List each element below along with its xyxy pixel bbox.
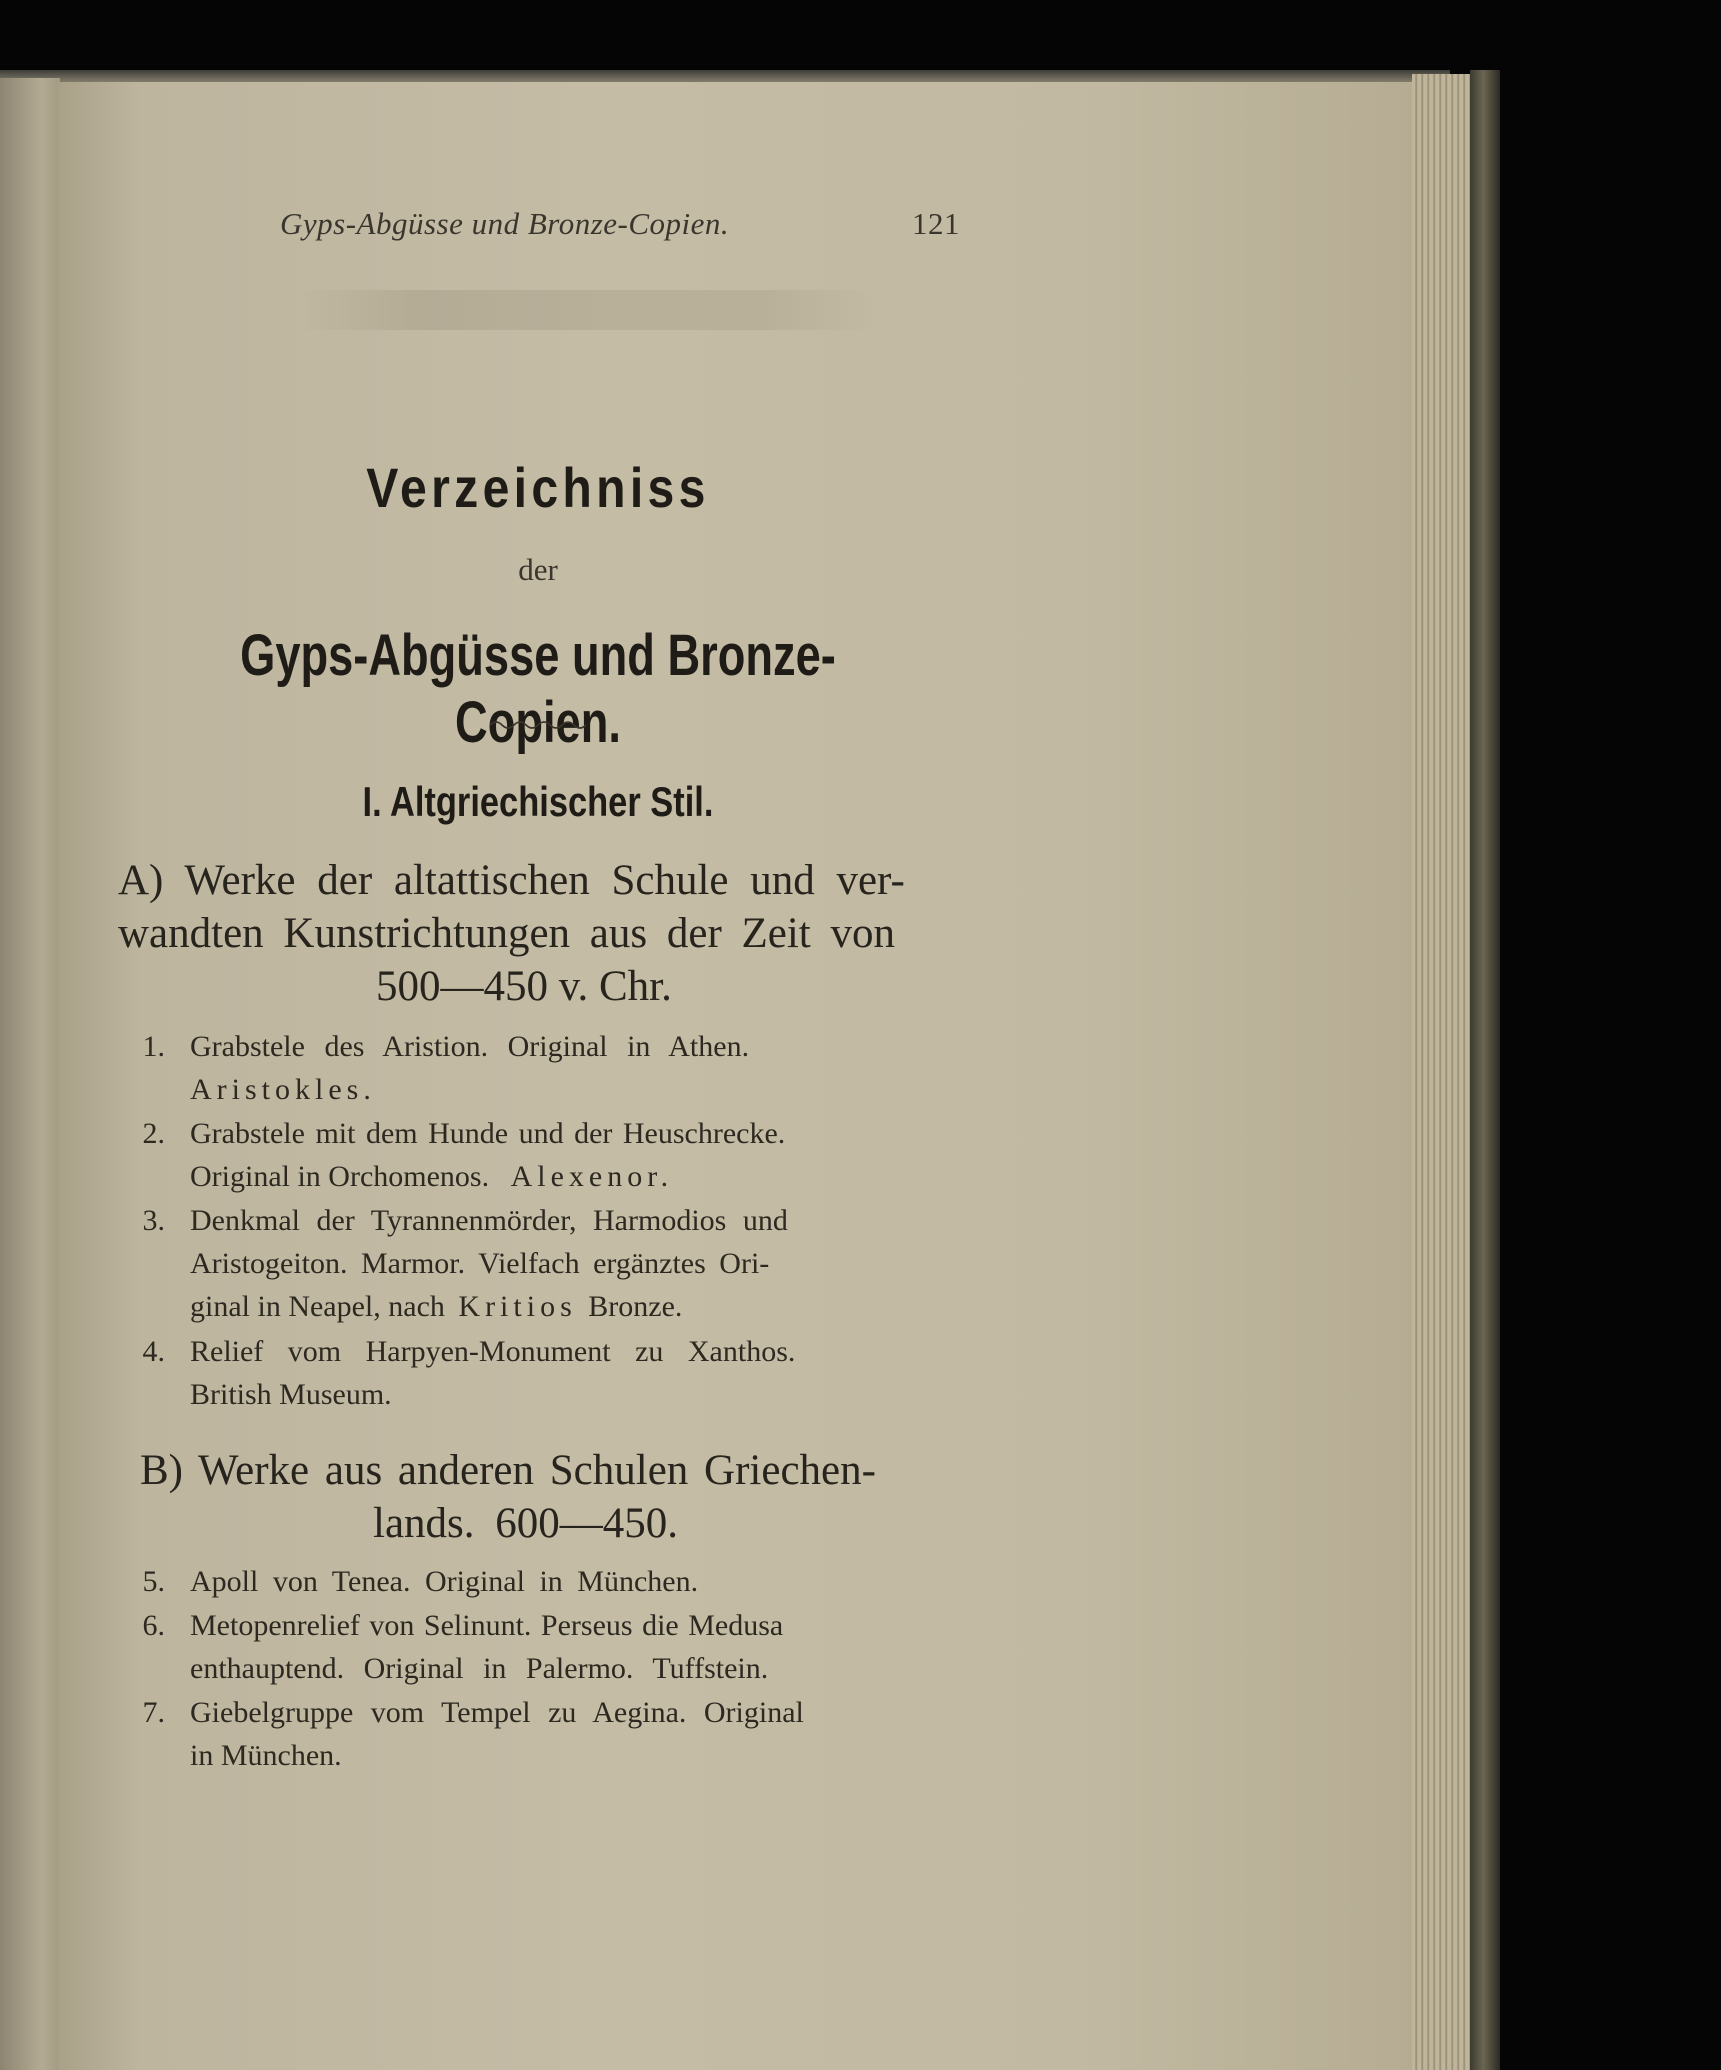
entry-number: 6. — [142, 1609, 165, 1642]
entry-line-3 — [190, 1285, 682, 1328]
wave-ornament — [488, 718, 588, 732]
list-item — [120, 1691, 960, 1781]
entry-number: 2. — [142, 1117, 165, 1150]
entry-line: enthauptend. Original in Palermo. Tuffstein. — [190, 1652, 769, 1685]
subsection-a-line-3: 500—450 v. Chr. — [376, 963, 672, 1010]
list-item — [120, 1025, 960, 1115]
section-heading: I. Altgriechischer Stil. — [362, 778, 714, 825]
subsection-a-heading — [118, 854, 960, 1014]
running-head — [280, 206, 960, 256]
entry-line-2 — [190, 1155, 673, 1198]
subsection-b-line-1: B) Werke aus anderen Schulen Griechen- — [140, 1447, 876, 1494]
list-item — [120, 1112, 960, 1202]
entry-line: Giebelgruppe vom Tempel zu Aegina. Original — [190, 1696, 804, 1729]
entry-text: ginal in Neapel, nach — [190, 1290, 445, 1323]
entry-number: 7. — [142, 1696, 165, 1729]
book-cover-edge — [1470, 70, 1500, 2070]
main-title: Verzeichniss — [366, 456, 710, 519]
subsection-a-line-1: A) Werke der altattischen Schule und ver- — [118, 857, 905, 904]
subsection-a-line-2: wandten Kunstrichtungen aus der Zeit von — [118, 910, 896, 957]
entry-line: Apoll von Tenea. Original in München. — [190, 1565, 699, 1598]
entry-line: Grabstele mit dem Hunde und der Heuschrecke. — [190, 1117, 786, 1150]
entry-artist: Aristokles. — [190, 1073, 376, 1106]
title-connector: der — [518, 552, 558, 587]
entry-number: 1. — [142, 1030, 165, 1063]
list-item — [120, 1199, 960, 1331]
subsection-b-heading — [118, 1444, 960, 1554]
entry-number: 4. — [142, 1335, 165, 1368]
list-item — [120, 1560, 960, 1605]
list-item — [120, 1330, 960, 1420]
entry-number: 3. — [142, 1204, 165, 1237]
list-item — [120, 1604, 960, 1694]
running-head-title: Gyps-Abgüsse und Bronze-Copien. — [280, 206, 730, 241]
entry-text: Original in Orchomenos. — [190, 1160, 490, 1193]
entry-artist: Alexenor. — [510, 1160, 674, 1193]
page-stack-edge — [1412, 74, 1472, 2070]
left-page-edge — [0, 78, 60, 2070]
subsection-b-line-2: lands. 600—450. — [373, 1500, 679, 1547]
entry-text: Bronze. — [588, 1290, 683, 1323]
show-through-text — [300, 290, 880, 330]
entry-number: 5. — [142, 1565, 165, 1598]
entry-line: Relief vom Harpyen-Monument zu Xanthos. — [190, 1335, 796, 1368]
entry-line: Aristogeiton. Marmor. Vielfach ergänztes Ori- — [190, 1247, 770, 1280]
entry-line: in München. — [190, 1739, 342, 1772]
entry-line: Metopenrelief von Selinunt. Perseus die Medusa — [190, 1609, 784, 1642]
entry-line: British Museum. — [190, 1378, 392, 1411]
main-subtitle: Gyps-Abgüsse und Bronze-Copien. — [240, 623, 836, 755]
entry-line: Grabstele des Aristion. Original in Athen. — [190, 1030, 750, 1063]
page-number: 121 — [912, 206, 960, 241]
entry-artist: Kritios — [458, 1290, 577, 1323]
entry-line: Denkmal der Tyrannenmörder, Harmodios und — [190, 1204, 788, 1237]
